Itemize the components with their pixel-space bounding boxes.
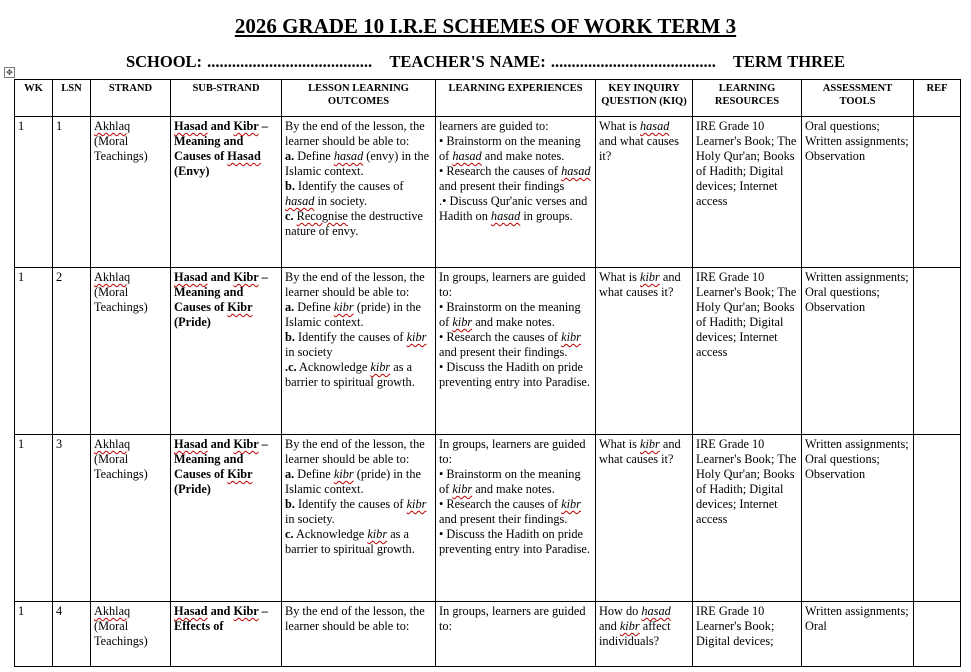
outcome-letter: b. xyxy=(285,497,295,511)
kiq-text: What is xyxy=(599,437,640,451)
kiq-text: What is xyxy=(599,270,640,284)
outcome-term: kibr xyxy=(333,300,354,314)
outcome-text: in society. xyxy=(285,512,335,526)
cell-wk[interactable]: 1 xyxy=(15,602,53,667)
strand-name: Akhlaq xyxy=(94,604,131,618)
cell-lsn[interactable]: 1 xyxy=(53,117,91,268)
header-kiq: KEY INQUIRY QUESTION (KIQ) xyxy=(596,80,693,117)
cell-lsn[interactable]: 2 xyxy=(53,268,91,435)
sub-term: Kibr xyxy=(227,467,253,481)
outcomes-intro: By the end of the lesson, the learner should be able to: xyxy=(285,604,425,633)
outcome-term: kibr xyxy=(406,330,427,344)
strand-description: (Moral Teachings) xyxy=(94,619,148,648)
sub-term: Kibr xyxy=(233,119,259,133)
cell-ref[interactable] xyxy=(914,435,961,602)
kiq-text: and xyxy=(599,619,620,633)
cell-sub-strand[interactable] xyxy=(171,602,282,667)
outcome-c xyxy=(285,360,432,390)
kiq-text: and what causes it? xyxy=(599,270,681,299)
outcome-term: kibr xyxy=(367,527,388,541)
outcome-text: in society. xyxy=(314,194,368,208)
header-ref: REF xyxy=(914,80,961,117)
outcomes-intro: By the end of the lesson, the learner should be able to: xyxy=(285,437,425,466)
sub-term: Kibr xyxy=(233,604,259,618)
cell-sub-strand[interactable] xyxy=(171,435,282,602)
outcome-text: as a barrier to spiritual growth. xyxy=(285,527,415,556)
experience-text: • Brainstorm on the meaning of xyxy=(439,134,581,163)
experience-text: .• Discuss Qur'anic verses and Hadith on xyxy=(439,194,588,223)
outcome-a xyxy=(285,467,432,497)
cell-assessment[interactable]: Oral questions; Written assignments; Observation xyxy=(802,117,914,268)
sub-term: Kibr xyxy=(233,437,259,451)
outcome-text: Define xyxy=(294,467,334,481)
kiq-term: kibr xyxy=(639,270,660,284)
sub-text: (Envy) xyxy=(174,164,210,178)
sub-text: – Meaning and Causes of xyxy=(174,270,268,314)
outcome-letter: .c. xyxy=(285,360,297,374)
kiq-text: How do xyxy=(599,604,642,618)
kiq-term: kibr xyxy=(619,619,640,633)
experiences-intro: In groups, learners are guided to: xyxy=(439,604,586,633)
sub-term: Hasad xyxy=(174,437,208,451)
experience-term: kibr xyxy=(561,497,581,511)
experience-text: and make notes. xyxy=(472,482,555,496)
experience-text: and present their findings. xyxy=(439,512,568,526)
header-assessment: ASSESSMENT TOOLS xyxy=(802,80,914,117)
outcome-text: Acknowledge xyxy=(296,360,371,374)
cell-kiq[interactable] xyxy=(596,117,693,268)
table-header-row xyxy=(15,80,961,117)
experience-text: and make notes. xyxy=(472,315,555,329)
sub-term: Hasad xyxy=(174,119,208,133)
outcome-text: in society xyxy=(285,345,333,359)
outcome-term: hasad xyxy=(285,194,315,208)
outcomes-intro: By the end of the lesson, the learner should be able to: xyxy=(285,119,425,148)
outcome-letter: a. xyxy=(285,300,295,314)
table-row xyxy=(15,602,961,667)
cell-lsn[interactable]: 3 xyxy=(53,435,91,602)
outcome-c xyxy=(285,527,432,557)
experience-item xyxy=(439,134,592,164)
cell-wk[interactable]: 1 xyxy=(15,435,53,602)
experience-item xyxy=(439,360,592,390)
outcomes-intro: By the end of the lesson, the learner should be able to: xyxy=(285,270,425,299)
experience-item xyxy=(439,194,592,224)
cell-strand[interactable] xyxy=(91,268,171,435)
cell-experiences[interactable] xyxy=(436,117,596,268)
header-resources: LEARNING RESOURCES xyxy=(693,80,802,117)
outcome-text: (pride) in the Islamic context. xyxy=(285,467,421,496)
cell-assessment[interactable]: Written assignments; Oral questions; Observation xyxy=(802,268,914,435)
cell-ref[interactable] xyxy=(914,117,961,268)
cell-kiq[interactable] xyxy=(596,435,693,602)
outcome-a xyxy=(285,300,432,330)
outcome-term: kibr xyxy=(406,497,427,511)
outcome-letter: b. xyxy=(285,179,295,193)
experience-text: and present their findings. xyxy=(439,345,568,359)
cell-sub-strand[interactable] xyxy=(171,268,282,435)
strand-name: Akhlaq xyxy=(94,270,131,284)
table-move-handle-icon[interactable]: ✥ xyxy=(4,67,15,78)
kiq-term: hasad xyxy=(639,119,670,133)
sub-text: – Meaning and Causes of xyxy=(174,119,268,163)
sub-term: Hasad xyxy=(174,270,208,284)
experiences-intro: In groups, learners are guided to: xyxy=(439,270,586,299)
outcome-letter: c. xyxy=(285,527,294,541)
cell-outcomes[interactable] xyxy=(282,268,436,435)
experience-item xyxy=(439,527,592,557)
experience-term: hasad xyxy=(561,164,591,178)
outcome-text: the destructive nature of envy. xyxy=(285,209,423,238)
outcome-letter: a. xyxy=(285,149,295,163)
experience-item xyxy=(439,497,592,527)
sub-text: – Meaning and Causes of xyxy=(174,437,268,481)
sub-text: and xyxy=(207,604,234,618)
cell-assessment[interactable]: Written assignments; Oral xyxy=(802,602,914,667)
header-wk: WK xyxy=(15,80,53,117)
outcome-letter: c. xyxy=(285,209,294,223)
outcome-text: Identify the causes of xyxy=(294,497,407,511)
cell-strand[interactable] xyxy=(91,602,171,667)
strand-description: (Moral Teachings) xyxy=(94,452,148,481)
teacher-name-label: TEACHER'S NAME: ........................................ xyxy=(389,52,716,71)
header-experiences: LEARNING EXPERIENCES xyxy=(436,80,596,117)
experience-text: • Research the causes of xyxy=(439,164,562,178)
cell-wk[interactable]: 1 xyxy=(15,117,53,268)
kiq-text: and what causes it? xyxy=(599,134,679,163)
term-label: TERM THREE xyxy=(732,52,846,71)
kiq-text: and what causes it? xyxy=(599,437,681,466)
outcome-text: (envy) in the Islamic context. xyxy=(285,149,430,178)
header-strand: STRAND xyxy=(91,80,171,117)
cell-strand[interactable] xyxy=(91,117,171,268)
outcome-text: (pride) in the Islamic context. xyxy=(285,300,421,329)
experience-text: • Brainstorm on the meaning of xyxy=(439,467,581,496)
sub-term: Hasad xyxy=(174,604,208,618)
table-row xyxy=(15,117,961,268)
strand-name: Akhlaq xyxy=(94,119,131,133)
sub-text: (Pride) xyxy=(174,315,211,329)
strand-description: (Moral Teachings) xyxy=(94,134,148,163)
outcome-letter: b. xyxy=(285,330,295,344)
sub-text: and xyxy=(207,270,234,284)
cell-outcomes[interactable] xyxy=(282,602,436,667)
kiq-text: affect individuals? xyxy=(599,619,671,648)
cell-kiq[interactable] xyxy=(596,602,693,667)
sub-term: Kibr xyxy=(233,270,259,284)
document-subtitle xyxy=(0,52,971,72)
outcome-term: hasad xyxy=(333,149,364,163)
sub-term: Hasad xyxy=(227,149,261,163)
experience-text: • Research the causes of xyxy=(439,330,562,344)
experience-text: • Brainstorm on the meaning of xyxy=(439,300,581,329)
cell-wk[interactable]: 1 xyxy=(15,268,53,435)
experience-term: kibr xyxy=(452,482,473,496)
outcome-text: Define xyxy=(294,300,334,314)
cell-experiences[interactable] xyxy=(436,602,596,667)
strand-name: Akhlaq xyxy=(94,437,131,451)
outcome-letter: a. xyxy=(285,467,295,481)
experience-text: and present their findings xyxy=(439,179,565,193)
school-label: SCHOOL: ........................................ xyxy=(125,52,373,71)
cell-outcomes[interactable] xyxy=(282,117,436,268)
strand-description: (Moral Teachings) xyxy=(94,285,148,314)
experience-item xyxy=(439,164,592,194)
experience-text: • Discuss the Hadith on pride preventing entry into Paradise. xyxy=(439,527,590,556)
header-sub-strand: SUB-STRAND xyxy=(171,80,282,117)
sub-text: – Effects of xyxy=(174,604,268,633)
document-title: 2026 GRADE 10 I.R.E SCHEMES OF WORK TERM 3 xyxy=(234,14,737,38)
cell-experiences[interactable] xyxy=(436,268,596,435)
outcome-text: Acknowledge xyxy=(293,527,368,541)
sub-term: Kibr xyxy=(227,300,253,314)
table-row xyxy=(15,268,961,435)
outcome-text: as a barrier to spiritual growth. xyxy=(285,360,415,389)
cell-strand[interactable] xyxy=(91,435,171,602)
cell-resources[interactable]: IRE Grade 10 Learner's Book; The Holy Qur'an; Books of Hadith; Digital devices; Internet access xyxy=(693,268,802,435)
kiq-term: kibr xyxy=(639,437,660,451)
cell-assessment[interactable]: Written assignments; Oral questions; Observation xyxy=(802,435,914,602)
outcome-a xyxy=(285,149,432,179)
outcome-text: Identify the causes of xyxy=(294,179,404,193)
cell-lsn[interactable]: 4 xyxy=(53,602,91,667)
table-row xyxy=(15,435,961,602)
header-lsn: LSN xyxy=(53,80,91,117)
cell-outcomes[interactable] xyxy=(282,435,436,602)
experience-text: • Discuss the Hadith on pride preventing entry into Paradise. xyxy=(439,360,590,389)
header-outcomes: LESSON LEARNING OUTCOMES xyxy=(282,80,436,117)
outcome-term: Recognise xyxy=(296,209,348,223)
experience-text: and make notes. xyxy=(481,149,565,163)
kiq-term: hasad xyxy=(641,604,671,618)
experience-term: hasad xyxy=(452,149,482,163)
cell-sub-strand[interactable] xyxy=(171,117,282,268)
experience-text: in groups. xyxy=(520,209,573,223)
sub-text: (Pride) xyxy=(174,482,211,496)
cell-ref[interactable] xyxy=(914,602,961,667)
cell-resources[interactable]: IRE Grade 10 Learner's Book; The Holy Qur'an; Books of Hadith; Digital devices; Internet access xyxy=(693,435,802,602)
sub-text: and xyxy=(207,119,234,133)
scheme-of-work-table xyxy=(14,79,961,667)
experiences-intro: learners are guided to: xyxy=(439,119,549,133)
cell-ref[interactable] xyxy=(914,268,961,435)
outcome-text: Define xyxy=(294,149,334,163)
experience-term: kibr xyxy=(452,315,473,329)
outcome-term: kibr xyxy=(370,360,391,374)
sub-text: and xyxy=(207,437,234,451)
outcome-text: Identify the causes of xyxy=(294,330,407,344)
experience-text: • Research the causes of xyxy=(439,497,562,511)
outcome-term: kibr xyxy=(333,467,354,481)
cell-experiences[interactable] xyxy=(436,435,596,602)
cell-resources[interactable]: IRE Grade 10 Learner's Book; The Holy Qur'an; Books of Hadith; Digital devices; Internet access xyxy=(693,117,802,268)
experience-item xyxy=(439,300,592,330)
experience-term: hasad xyxy=(490,209,521,223)
outcome-b xyxy=(285,330,432,360)
experience-item xyxy=(439,467,592,497)
experiences-intro: In groups, learners are guided to: xyxy=(439,437,586,466)
kiq-text: What is xyxy=(599,119,640,133)
experience-item xyxy=(439,330,592,360)
cell-kiq[interactable] xyxy=(596,268,693,435)
outcome-b xyxy=(285,179,432,209)
cell-resources[interactable]: IRE Grade 10 Learner's Book; Digital devices; xyxy=(693,602,802,667)
experience-term: kibr xyxy=(561,330,581,344)
outcome-b xyxy=(285,497,432,527)
outcome-c xyxy=(285,209,432,239)
